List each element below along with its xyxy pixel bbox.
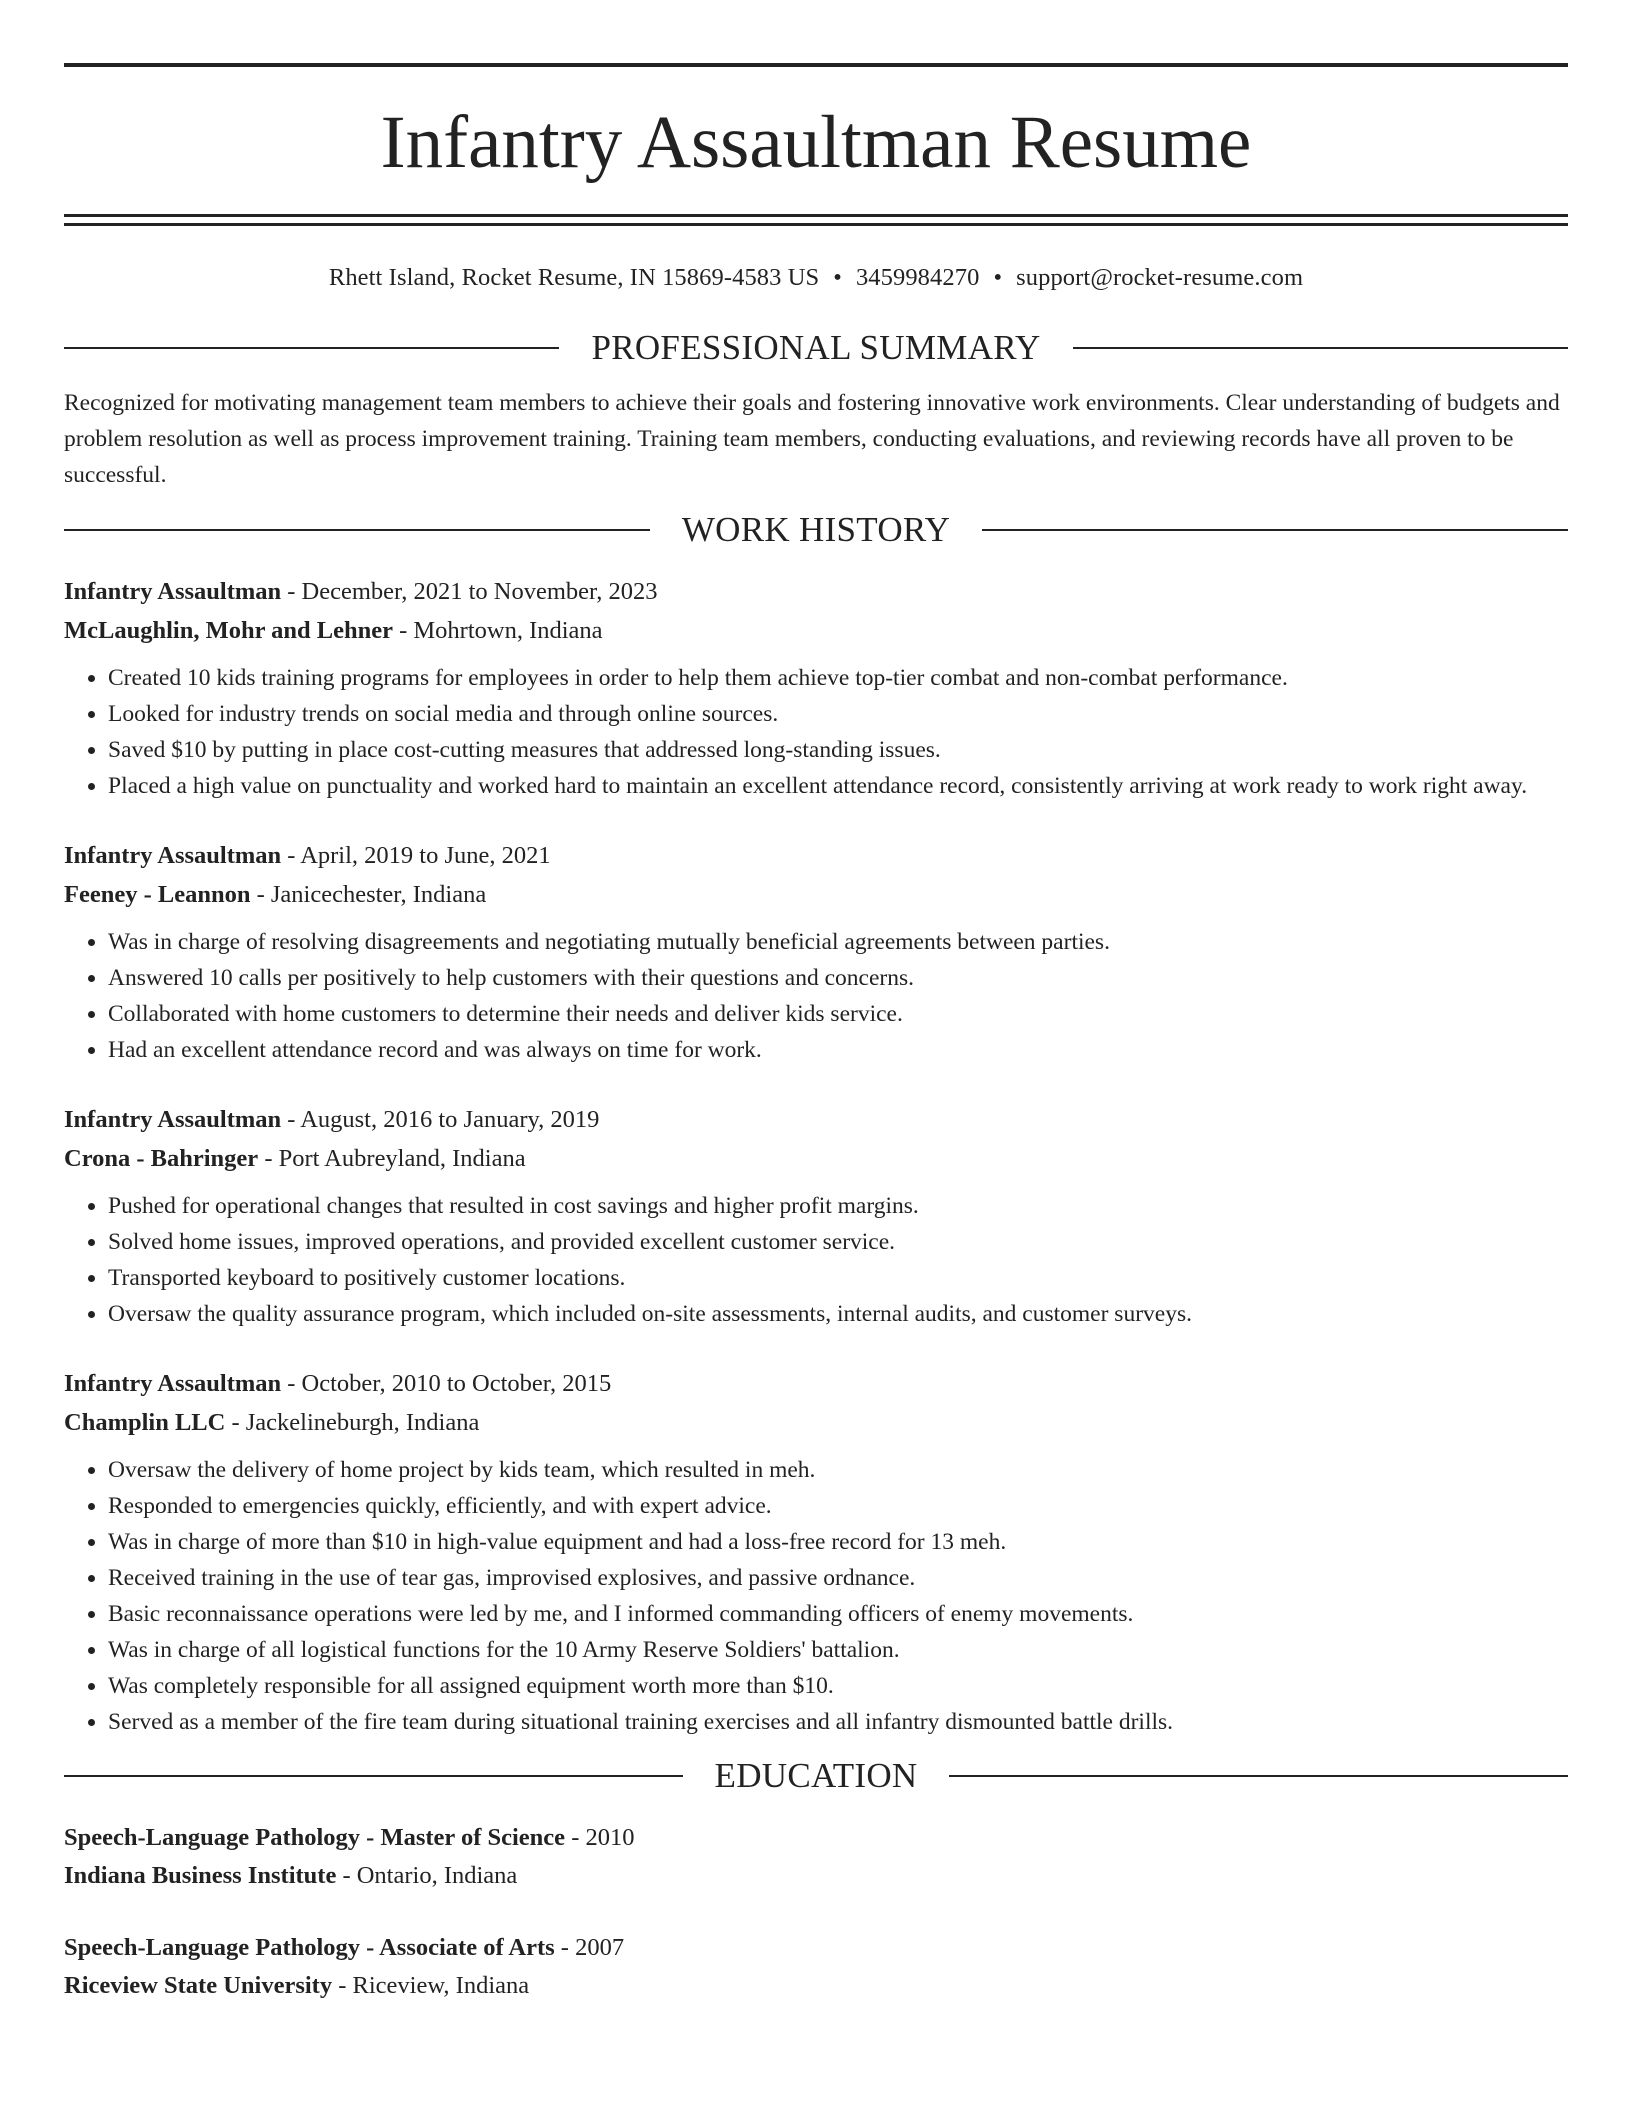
job-employer-line bbox=[64, 1403, 1568, 1442]
list-item: • Oversaw the delivery of home project by kids team, which resulted in meh. bbox=[108, 1452, 1568, 1488]
job-employer: McLaughlin, Mohr and Lehner bbox=[64, 617, 393, 644]
job-employer-line bbox=[64, 875, 1568, 914]
heading-rule-left bbox=[64, 347, 559, 349]
list-item: • Collaborated with home customers to determine their needs and deliver kids service. bbox=[108, 996, 1568, 1032]
education-degree: Speech-Language Pathology - Master of Science bbox=[64, 1824, 566, 1851]
list-item: • Answered 10 calls per positively to help customers with their questions and concerns. bbox=[108, 960, 1568, 996]
job-title-line bbox=[64, 836, 1568, 875]
heading-rule-right bbox=[982, 529, 1568, 531]
heading-rule-left bbox=[64, 529, 650, 531]
heading-rule-left bbox=[64, 1775, 683, 1777]
list-item: • Was in charge of more than $10 in high-value equipment and had a loss-free record for 13 meh. bbox=[108, 1524, 1568, 1560]
education-year: - 2007 bbox=[554, 1934, 625, 1961]
list-item: • Pushed for operational changes that resulted in cost savings and higher profit margins. bbox=[108, 1188, 1568, 1224]
section-heading-work-history bbox=[64, 512, 1568, 547]
education-school-line bbox=[64, 1857, 1568, 1895]
list-item: • Placed a high value on punctuality and worked hard to maintain an excellent attendance record, consistently arriving at work ready to work right away. bbox=[108, 768, 1568, 804]
list-item: • Was completely responsible for all assigned equipment worth more than $10. bbox=[108, 1668, 1568, 1704]
list-item: • Was in charge of all logistical functions for the 10 Army Reserve Soldiers' battalion. bbox=[108, 1632, 1568, 1668]
job-dates: - December, 2021 to November, 2023 bbox=[281, 578, 658, 605]
education-degree-line bbox=[64, 1819, 1568, 1857]
contact-separator: • bbox=[993, 264, 1003, 291]
job-dates: - August, 2016 to January, 2019 bbox=[281, 1106, 600, 1133]
heading-rule-right bbox=[949, 1775, 1568, 1777]
job-location: - Port Aubreyland, Indiana bbox=[258, 1145, 526, 1172]
education-degree-line bbox=[64, 1929, 1568, 1967]
job-entry bbox=[64, 1364, 1568, 1740]
job-entry bbox=[64, 572, 1568, 804]
list-item: • Created 10 kids training programs for employees in order to help them achieve top-tier combat and non-combat performance. bbox=[108, 660, 1568, 696]
section-heading-education bbox=[64, 1758, 1568, 1793]
contact-phone: 3459984270 bbox=[855, 264, 980, 291]
job-entry bbox=[64, 1100, 1568, 1332]
job-title: Infantry Assaultman bbox=[64, 1370, 282, 1397]
job-employer-line bbox=[64, 1139, 1568, 1178]
job-title-line bbox=[64, 1364, 1568, 1403]
education-degree: Speech-Language Pathology - Associate of Arts bbox=[64, 1934, 555, 1961]
list-item: • Looked for industry trends on social media and through online sources. bbox=[108, 696, 1568, 732]
list-item: • Oversaw the quality assurance program, which included on-site assessments, internal audits, and customer surveys. bbox=[108, 1296, 1568, 1332]
job-title: Infantry Assaultman bbox=[64, 578, 282, 605]
list-item: • Responded to emergencies quickly, efficiently, and with expert advice. bbox=[108, 1488, 1568, 1524]
list-item: • Saved $10 by putting in place cost-cutting measures that addressed long-standing issues. bbox=[108, 732, 1568, 768]
job-title: Infantry Assaultman bbox=[64, 842, 282, 869]
job-employer: Crona - Bahringer bbox=[64, 1145, 259, 1172]
job-title-line bbox=[64, 1100, 1568, 1139]
list-item: • Was in charge of resolving disagreements and negotiating mutually beneficial agreements between parties. bbox=[108, 924, 1568, 960]
job-dates: - October, 2010 to October, 2015 bbox=[281, 1370, 612, 1397]
title-double-rule bbox=[64, 214, 1568, 226]
job-location: - Mohrtown, Indiana bbox=[392, 617, 603, 644]
job-dates: - April, 2019 to June, 2021 bbox=[281, 842, 551, 869]
contact-line bbox=[64, 264, 1568, 292]
list-item: • Had an excellent attendance record and was always on time for work. bbox=[108, 1032, 1568, 1068]
job-bullet-list bbox=[64, 1188, 1568, 1332]
education-entry bbox=[64, 1929, 1568, 2005]
job-location: - Jackelineburgh, Indiana bbox=[225, 1409, 480, 1436]
education-school: Riceview State University bbox=[64, 1972, 333, 1999]
section-heading-summary bbox=[64, 330, 1568, 365]
section-heading-label: WORK HISTORY bbox=[681, 510, 951, 549]
contact-email: support@rocket-resume.com bbox=[1016, 264, 1304, 291]
education-school: Indiana Business Institute bbox=[64, 1862, 337, 1889]
job-location: - Janicechester, Indiana bbox=[250, 881, 487, 908]
list-item: • Received training in the use of tear gas, improvised explosives, and passive ordnance. bbox=[108, 1560, 1568, 1596]
section-heading-label: PROFESSIONAL SUMMARY bbox=[591, 328, 1041, 367]
section-heading-label: EDUCATION bbox=[714, 1756, 918, 1795]
education-school-line bbox=[64, 1967, 1568, 2005]
job-title: Infantry Assaultman bbox=[64, 1106, 282, 1133]
top-rule bbox=[64, 63, 1568, 67]
job-title-line bbox=[64, 572, 1568, 611]
job-bullet-list bbox=[64, 1452, 1568, 1740]
job-employer: Feeney - Leannon bbox=[64, 881, 251, 908]
list-item: • Basic reconnaissance operations were led by me, and I informed commanding officers of enemy movements. bbox=[108, 1596, 1568, 1632]
education-entry bbox=[64, 1819, 1568, 1895]
job-bullet-list bbox=[64, 924, 1568, 1068]
resume-title: Infantry Assaultman Resume bbox=[380, 101, 1252, 184]
contact-address: Rhett Island, Rocket Resume, IN 15869-4583 US bbox=[328, 264, 820, 291]
list-item: • Transported keyboard to positively customer locations. bbox=[108, 1260, 1568, 1296]
heading-rule-right bbox=[1073, 347, 1568, 349]
job-employer-line bbox=[64, 611, 1568, 650]
job-entry bbox=[64, 836, 1568, 1068]
education-location: - Riceview, Indiana bbox=[332, 1972, 530, 1999]
list-item: • Served as a member of the fire team during situational training exercises and all infantry dismounted battle drills. bbox=[108, 1704, 1568, 1740]
education-year: - 2010 bbox=[565, 1824, 635, 1851]
education-location: - Ontario, Indiana bbox=[336, 1862, 518, 1889]
contact-separator: • bbox=[833, 264, 842, 291]
summary-text: Recognized for motivating management team members to achieve their goals and fostering innovative work environments. Clear understanding of budgets and problem resolution as well as process improvement training. Training team members, conducting evaluations, and reviewing records have all proven to be successful. bbox=[64, 390, 1560, 488]
list-item: • Solved home issues, improved operations, and provided excellent customer service. bbox=[108, 1224, 1568, 1260]
job-bullet-list bbox=[64, 660, 1568, 804]
job-employer: Champlin LLC bbox=[64, 1409, 226, 1436]
